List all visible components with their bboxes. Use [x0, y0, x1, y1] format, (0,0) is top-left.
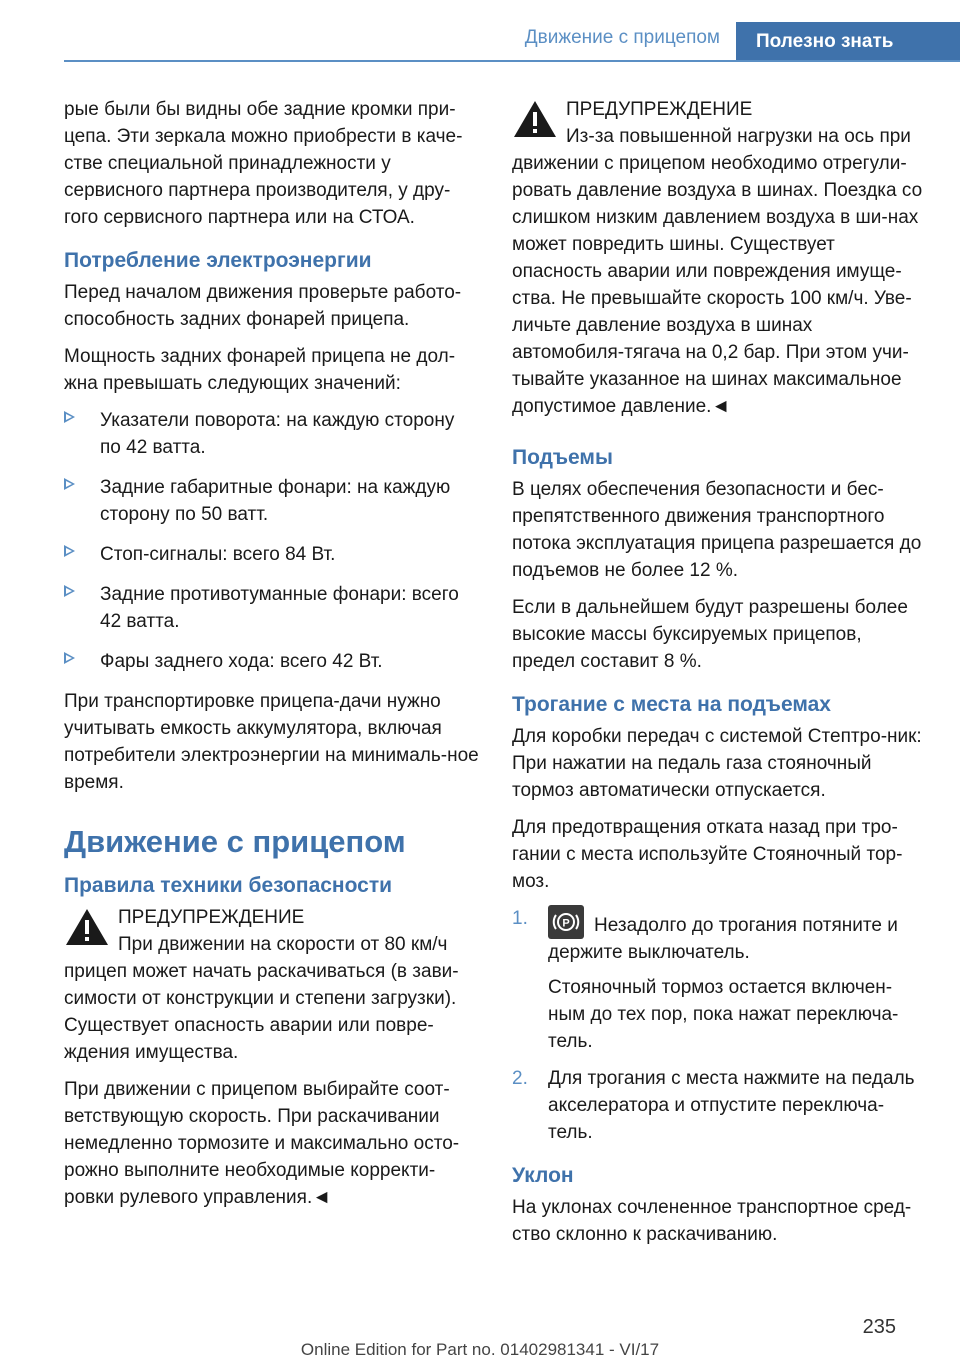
paragraph: Для предотвращения отката назад при тро-гании с места используйте Стояночный тор-моз. — [512, 817, 903, 892]
left-column — [64, 96, 480, 1221]
list-item: Указатели поворота: на каждую сторону по 42 ватта. — [64, 407, 480, 461]
edition-footer: Online Edition for Part no. 01402981341 - VI/17 — [300, 1340, 660, 1359]
step-text: Для трогания с места нажмите на педаль акселератора и отпустите переключа-тель. — [548, 1068, 915, 1143]
list-item: Фары заднего хода: всего 42 Вт. — [64, 648, 480, 675]
paragraph: рые были бы видны обе задние кромки при-цепа. Эти зеркала можно приобрести в каче-стве специальной принадлежности у сервисного партнера производителя, у дру-гого сервисного партнера или на СТОА. — [64, 99, 463, 228]
chapter-tab: Полезно знать — [736, 22, 960, 62]
paragraph: Мощность задних фонарей прицепа не дол-жна превышать следующих значений: — [64, 346, 456, 394]
triangle-bullet-icon — [64, 411, 75, 423]
parking-brake-switch-icon — [548, 905, 584, 939]
section-tab: Движение с прицепом — [524, 27, 720, 48]
paragraph: Для коробки передач с системой Стептро-ник: При нажатии на педаль газа стояночный тормоз автоматически отпускается. — [512, 726, 922, 801]
triangle-bullet-icon — [64, 478, 75, 490]
warning-triangle-icon — [512, 99, 558, 139]
warning-title: ПРЕДУПРЕЖДЕНИЕ — [118, 907, 305, 928]
hill-start-steps — [512, 905, 926, 1146]
heading-climbs: Подъемы — [512, 446, 613, 469]
heading-trailer-driving: Движение с прицепом — [64, 824, 406, 859]
heading-slope: Уклон — [512, 1164, 574, 1187]
paragraph: При транспортировке прицепа-дачи нужно учитывать емкость аккумулятора, включая потребители электроэнергии на минималь-ное время. — [64, 691, 479, 793]
triangle-bullet-icon — [64, 585, 75, 597]
page-header — [0, 0, 960, 62]
list-item: Стоп-сигналы: всего 84 Вт. — [64, 541, 480, 568]
page-number: 235 — [862, 1316, 896, 1338]
list-item: Задние противотуманные фонари: всего 42 ватта. — [64, 581, 480, 635]
svg-text:P: P — [562, 917, 570, 930]
step-item — [512, 1065, 926, 1146]
warning-text: Из-за повышенной нагрузки на ось при движении с прицепом необходимо отрегули-ровать давление воздуха в шинах. Поездка со слишком низким давлением воздуха в ши-нах может повредить шины. Существует опасность аварии или повреждения имуще-ства. Не превышайте скорость 100 км/ч. Уве-личьте давление воздуха в шинах автомобиля-тягача на 0,2 бар. При этом учи-тывайте указанное на шинах максимальное допустимое давление.◄ — [512, 126, 923, 417]
triangle-bullet-icon — [64, 545, 75, 557]
heading-hill-start: Трогание с места на подъемах — [512, 693, 831, 716]
warning-triangle-icon — [64, 907, 110, 947]
header-rule — [64, 60, 960, 62]
paragraph: Если в дальнейшем будут разрешены более высокие массы буксируемых прицепов, предел составит 8 %. — [512, 597, 908, 672]
step-subtext: Стояночный тормоз остается включен-ным до тех пор, пока нажат переключа-тель. — [548, 977, 899, 1052]
lamp-limits-list — [64, 407, 480, 675]
warning-title: ПРЕДУПРЕЖДЕНИЕ — [566, 99, 753, 120]
step-text: Незадолго до трогания потяните и держите выключатель. — [548, 915, 898, 963]
warning-block — [64, 904, 480, 1066]
step-item — [512, 905, 926, 1055]
paragraph: На уклонах сочлененное транспортное сред-ство склонно к раскачиванию. — [512, 1197, 912, 1245]
heading-power-consumption: Потребление электроэнергии — [64, 249, 372, 272]
step-number: 1. — [512, 908, 528, 929]
right-column — [512, 96, 926, 1258]
step-number: 2. — [512, 1068, 528, 1089]
triangle-bullet-icon — [64, 652, 75, 664]
heading-safety-rules: Правила техники безопасности — [64, 874, 393, 897]
paragraph: В целях обеспечения безопасности и бес-препятственного движения транспортного потока эксплуатация прицепа разрешается до подъемов не более 12 %. — [512, 479, 922, 581]
warning-text: При движении на скорости от 80 км/ч прицеп может начать раскачиваться (в зави-симости от конструкции и степени загрузки). Существует опасность аварии или повре-ждения имущества. — [64, 934, 459, 1063]
warning-block — [512, 96, 926, 420]
list-item: Задние габаритные фонари: на каждую сторону по 50 ватт. — [64, 474, 480, 528]
paragraph: При движении с прицепом выбирайте соот-ветствующую скорость. При раскачивании немедленно тормозите и максимально осто-рожно выполните необходимые корректи-ровки рулевого управления.◄ — [64, 1079, 460, 1208]
paragraph: Перед началом движения проверьте работо-способность задних фонарей прицепа. — [64, 282, 462, 330]
